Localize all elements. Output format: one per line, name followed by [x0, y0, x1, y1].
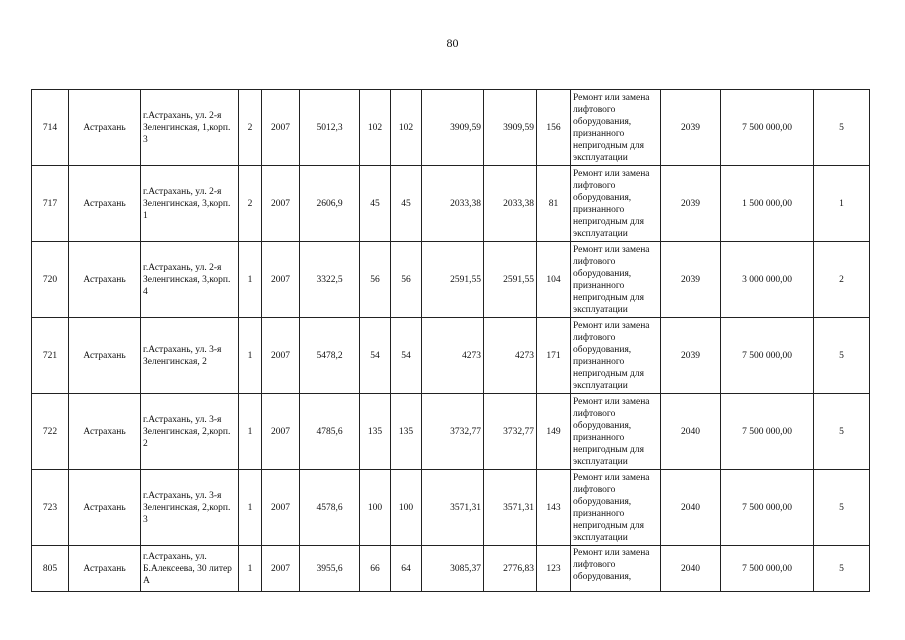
- cell-count-a: 56: [360, 242, 391, 318]
- cell-cost: 7 500 000,00: [721, 318, 814, 394]
- cell-quantity: 5: [814, 90, 870, 166]
- cell-work-type: Ремонт или замена лифтового оборудования, признанного непригодным для эксплуатации: [571, 166, 661, 242]
- cell-count-c: 104: [537, 242, 571, 318]
- cell-work-type: Ремонт или замена лифтового оборудования, признанного непригодным для эксплуатации: [571, 242, 661, 318]
- cell-city: Астрахань: [69, 394, 141, 470]
- cell-city: Астрахань: [69, 90, 141, 166]
- cell-plan-year: 2040: [661, 394, 721, 470]
- table-row: [32, 242, 870, 318]
- cell-row-number: 722: [32, 394, 69, 470]
- cell-value-a: 3909,59: [422, 90, 484, 166]
- cell-row-number: 721: [32, 318, 69, 394]
- cell-area: 5012,3: [300, 90, 360, 166]
- cell-count-b: 54: [391, 318, 422, 394]
- cell-address: г.Астрахань, ул. 3-я Зеленгинская, 2,корп. 3: [141, 470, 239, 546]
- cell-quantity: 5: [814, 318, 870, 394]
- cell-cost: 7 500 000,00: [721, 90, 814, 166]
- cell-work-type: Ремонт или замена лифтового оборудования, признанного непригодным для эксплуатации: [571, 394, 661, 470]
- cell-value-a: 4273: [422, 318, 484, 394]
- cell-year: 2007: [262, 318, 300, 394]
- table-row: [32, 90, 870, 166]
- cell-work-type: Ремонт или замена лифтового оборудования, признанного непригодным для эксплуатации: [571, 318, 661, 394]
- cell-address: г.Астрахань, ул. 3-я Зеленгинская, 2,корп. 2: [141, 394, 239, 470]
- cell-count-a: 100: [360, 470, 391, 546]
- cell-plan-year: 2039: [661, 242, 721, 318]
- cell-count-a: 45: [360, 166, 391, 242]
- cell-count-c: 123: [537, 546, 571, 592]
- cell-plan-year: 2039: [661, 90, 721, 166]
- cell-cost: 1 500 000,00: [721, 166, 814, 242]
- cell-count-a: 54: [360, 318, 391, 394]
- cell-count-c: 81: [537, 166, 571, 242]
- cell-value-b: 2776,83: [484, 546, 537, 592]
- cell-value-a: 2591,55: [422, 242, 484, 318]
- cell-row-number: 717: [32, 166, 69, 242]
- cell-count-b: 56: [391, 242, 422, 318]
- cell-value-a: 2033,38: [422, 166, 484, 242]
- cell-count-b: 64: [391, 546, 422, 592]
- cell-row-number: 720: [32, 242, 69, 318]
- cell-cost: 7 500 000,00: [721, 546, 814, 592]
- cell-plan-year: 2039: [661, 318, 721, 394]
- cell-year: 2007: [262, 242, 300, 318]
- cell-floors: 1: [239, 546, 262, 592]
- cell-count-a: 102: [360, 90, 391, 166]
- cell-quantity: 5: [814, 546, 870, 592]
- cell-count-b: 45: [391, 166, 422, 242]
- cell-count-c: 149: [537, 394, 571, 470]
- cell-year: 2007: [262, 470, 300, 546]
- cell-count-b: 135: [391, 394, 422, 470]
- cell-address: г.Астрахань, ул. 3-я Зеленгинская, 2: [141, 318, 239, 394]
- cell-floors: 1: [239, 394, 262, 470]
- cell-area: 4578,6: [300, 470, 360, 546]
- cell-value-a: 3571,31: [422, 470, 484, 546]
- cell-area: 2606,9: [300, 166, 360, 242]
- cell-plan-year: 2040: [661, 470, 721, 546]
- cell-value-a: 3732,77: [422, 394, 484, 470]
- cell-year: 2007: [262, 166, 300, 242]
- cell-count-c: 171: [537, 318, 571, 394]
- cell-count-c: 143: [537, 470, 571, 546]
- cell-floors: 2: [239, 90, 262, 166]
- cell-cost: 7 500 000,00: [721, 470, 814, 546]
- cell-floors: 1: [239, 242, 262, 318]
- cell-city: Астрахань: [69, 318, 141, 394]
- cell-area: 3955,6: [300, 546, 360, 592]
- cell-count-b: 100: [391, 470, 422, 546]
- cell-value-b: 2591,55: [484, 242, 537, 318]
- cell-work-type: Ремонт или замена лифтового оборудования, признанного непригодным для эксплуатации: [571, 470, 661, 546]
- cell-address: г.Астрахань, ул. 2-я Зеленгинская, 3,корп. 1: [141, 166, 239, 242]
- cell-address: г.Астрахань, ул. 2-я Зеленгинская, 3,корп. 4: [141, 242, 239, 318]
- table-row: [32, 546, 870, 592]
- cell-value-b: 3571,31: [484, 470, 537, 546]
- cell-year: 2007: [262, 394, 300, 470]
- cell-value-b: 2033,38: [484, 166, 537, 242]
- cell-value-b: 3909,59: [484, 90, 537, 166]
- capital-repair-table: [31, 89, 870, 592]
- cell-area: 4785,6: [300, 394, 360, 470]
- cell-row-number: 805: [32, 546, 69, 592]
- table-row: [32, 394, 870, 470]
- cell-area: 5478,2: [300, 318, 360, 394]
- cell-quantity: 2: [814, 242, 870, 318]
- cell-count-a: 66: [360, 546, 391, 592]
- cell-count-c: 156: [537, 90, 571, 166]
- cell-work-type: Ремонт или замена лифтового оборудования, признанного непригодным для эксплуатации: [571, 90, 661, 166]
- cell-quantity: 5: [814, 394, 870, 470]
- cell-year: 2007: [262, 546, 300, 592]
- cell-row-number: 714: [32, 90, 69, 166]
- cell-city: Астрахань: [69, 546, 141, 592]
- cell-city: Астрахань: [69, 470, 141, 546]
- cell-floors: 2: [239, 166, 262, 242]
- table-row: [32, 166, 870, 242]
- cell-value-b: 3732,77: [484, 394, 537, 470]
- cell-plan-year: 2039: [661, 166, 721, 242]
- cell-floors: 1: [239, 470, 262, 546]
- cell-cost: 3 000 000,00: [721, 242, 814, 318]
- cell-count-b: 102: [391, 90, 422, 166]
- cell-address: г.Астрахань, ул. Б.Алексеева, 30 литер А: [141, 546, 239, 592]
- cell-year: 2007: [262, 90, 300, 166]
- cell-quantity: 1: [814, 166, 870, 242]
- cell-value-a: 3085,37: [422, 546, 484, 592]
- cell-city: Астрахань: [69, 166, 141, 242]
- cell-plan-year: 2040: [661, 546, 721, 592]
- cell-quantity: 5: [814, 470, 870, 546]
- cell-value-b: 4273: [484, 318, 537, 394]
- cell-area: 3322,5: [300, 242, 360, 318]
- cell-address: г.Астрахань, ул. 2-я Зеленгинская, 1,корп. 3: [141, 90, 239, 166]
- cell-cost: 7 500 000,00: [721, 394, 814, 470]
- cell-city: Астрахань: [69, 242, 141, 318]
- cell-count-a: 135: [360, 394, 391, 470]
- page-number: 80: [446, 36, 459, 50]
- table-row: [32, 318, 870, 394]
- cell-work-type: Ремонт или замена лифтового оборудования,: [571, 546, 661, 592]
- table-row: [32, 470, 870, 546]
- cell-row-number: 723: [32, 470, 69, 546]
- cell-floors: 1: [239, 318, 262, 394]
